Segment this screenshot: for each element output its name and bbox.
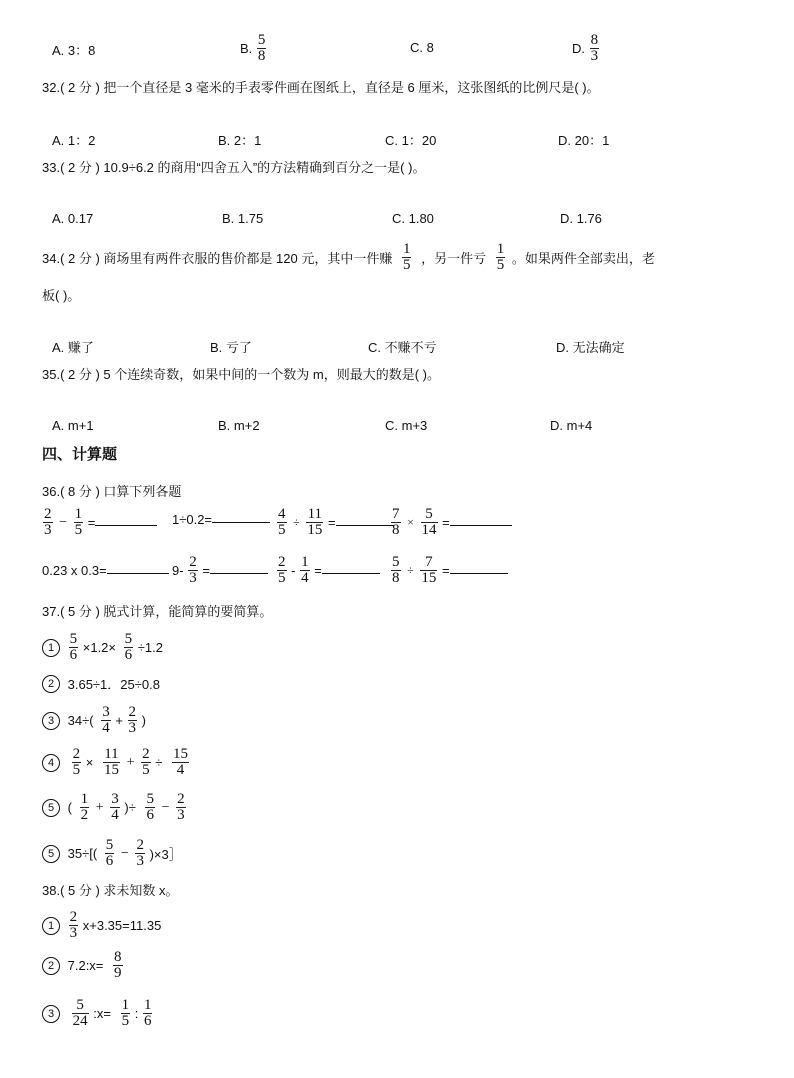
- q37-item-3: 3 34÷( $\frac{3}{4}$ + $\frac{2}{3}$ ): [42, 705, 146, 736]
- q33-question: 33.( 2 分 ) 10.9÷6.2 的商用“四舍五入”的方法精确到百分之一是( )。: [42, 160, 426, 175]
- circle-number: 2: [42, 957, 60, 975]
- q35-option-b: B. m+2: [218, 418, 260, 433]
- q34-question-cont: 板( )。: [42, 288, 81, 303]
- fraction: $\frac{1}{5}$: [496, 241, 505, 273]
- q35-option-d: D. m+4: [550, 418, 593, 433]
- q31-option-b: [240, 33, 267, 64]
- q36-expr-7: $\frac{2}{5}$ - $\frac{1}{4}$ =: [276, 555, 380, 586]
- q38-question: 38.( 5 分 ) 求未知数 x。: [42, 883, 179, 898]
- q34-option-d: D. 无法确定: [556, 340, 625, 355]
- q31-option-d: [572, 33, 600, 64]
- answer-blank[interactable]: [336, 515, 394, 526]
- q37-question: 37.( 5 分 ) 脱式计算，能简算的要简算。: [42, 604, 273, 619]
- q34-option-a: A. 赚了: [52, 340, 94, 355]
- q31-option-a: A. 3：8: [52, 43, 96, 58]
- circle-number: 5: [42, 799, 60, 817]
- answer-blank[interactable]: [107, 563, 169, 574]
- q37-item-1: 1 $\frac{5}{6}$ ×1.2× $\frac{5}{6}$ ÷1.2: [42, 632, 163, 663]
- q34-option-c: C. 不赚不亏: [368, 340, 437, 355]
- circle-number: 3: [42, 1005, 60, 1023]
- circle-number: 4: [42, 754, 60, 772]
- q34-question: [42, 242, 655, 273]
- q36-expr-1: $\frac{2}{3}$ − $\frac{1}{5}$ =: [42, 507, 157, 538]
- fraction: $\frac{1}{5}$: [402, 241, 411, 273]
- answer-blank[interactable]: [210, 563, 268, 574]
- q33-option-c: C. 1.80: [392, 211, 434, 226]
- circle-number: 2: [42, 675, 60, 693]
- q31-option-c: C. 8: [410, 40, 434, 55]
- q37-item-5: 5 ( $\frac{1}{2}$ + $\frac{3}{4}$ )÷ $\frac{5}{6}$ − $\frac{2}{3}$: [42, 792, 187, 823]
- q32-option-b: B. 2：1: [218, 133, 262, 148]
- q36-expr-6: 9- $\frac{2}{3}$ =: [172, 555, 268, 586]
- q36-expr-5: 0.23 x 0.3=: [42, 562, 169, 578]
- q34-text-1: 34.( 2 分 ) 商场里有两件衣服的售价都是 120 元，其中一件赚: [42, 251, 393, 266]
- q31-option-d-label: D.: [572, 41, 585, 56]
- q37-item-6: 5 35÷[( $\frac{5}{6}$ − $\frac{2}{3}$ )×3］: [42, 838, 182, 869]
- q34-text-2: ，另一件亏: [421, 251, 487, 266]
- answer-blank[interactable]: [322, 563, 380, 574]
- section-heading: 四、计算题: [42, 446, 118, 463]
- q38-item-2: 2 7.2:x= $\frac{8}{9}$: [42, 950, 124, 981]
- answer-blank[interactable]: [450, 563, 508, 574]
- q36-expr-3: $\frac{4}{5}$ ÷ $\frac{11}{15}$ =: [276, 507, 394, 538]
- circle-number: 5: [42, 845, 60, 863]
- q31-option-b-label: B.: [240, 41, 253, 56]
- q36-expr-4: $\frac{7}{8}$ × $\frac{5}{14}$ =: [390, 507, 512, 538]
- circle-number: 1: [42, 639, 60, 657]
- q32-option-d: D. 20：1: [558, 133, 610, 148]
- fraction: $\frac{8}{3}$: [590, 32, 599, 64]
- answer-blank[interactable]: [95, 515, 157, 526]
- q33-option-b: B. 1.75: [222, 211, 264, 226]
- q34-option-b: B. 亏了: [210, 340, 252, 355]
- q36-expr-2: 1÷0.2=: [172, 511, 270, 527]
- q33-option-d: D. 1.76: [560, 211, 602, 226]
- q36-expr-8: $\frac{5}{8}$ ÷ $\frac{7}{15}$ =: [390, 555, 508, 586]
- q38-item-1: 1 $\frac{2}{3}$ x+3.35=11.35: [42, 910, 161, 941]
- q32-option-a: A. 1：2: [52, 133, 96, 148]
- q34-text-3: 。如果两件全部卖出，老: [511, 251, 655, 266]
- q38-item-3: 3 $\frac{5}{24}$ :x= $\frac{1}{5}$ : $\frac{1}{6}$: [42, 998, 153, 1029]
- answer-blank[interactable]: [212, 512, 270, 523]
- q37-item-2: 2 3.65÷1．25÷0.8: [42, 674, 160, 693]
- q35-question: 35.( 2 分 ) 5 个连续奇数，如果中间的一个数为 m，则最大的数是( )。: [42, 367, 440, 382]
- answer-blank[interactable]: [450, 515, 512, 526]
- q36-question: 36.( 8 分 ) 口算下列各题: [42, 484, 182, 499]
- fraction: $\frac{5}{8}$: [257, 32, 266, 64]
- q37-item-4: 4 $\frac{2}{5}$ × $\frac{11}{15}$ + $\frac{2}{5}$ ÷ $\frac{15}{4}$: [42, 747, 190, 778]
- q33-option-a: A. 0.17: [52, 211, 94, 226]
- circle-number: 3: [42, 712, 60, 730]
- q35-option-a: A. m+1: [52, 418, 94, 433]
- q32-option-c: C. 1：20: [385, 133, 437, 148]
- circle-number: 1: [42, 917, 60, 935]
- q32-question: 32.( 2 分 ) 把一个直径是 3 毫米的手表零件画在图纸上，直径是 6 厘米，这张图纸的比例尺是( )。: [42, 80, 600, 95]
- q35-option-c: C. m+3: [385, 418, 428, 433]
